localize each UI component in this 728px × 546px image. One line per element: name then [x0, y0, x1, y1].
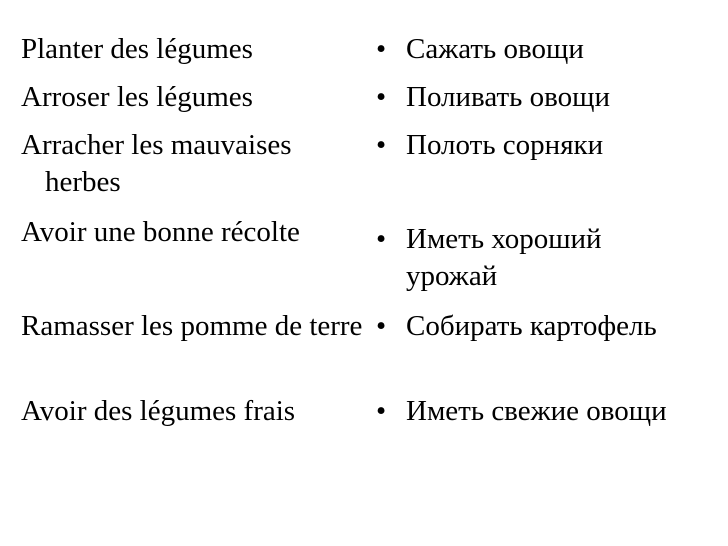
french-phrase-2: Arroser les légumes: [21, 81, 253, 113]
french-phrase-5: Ramasser les pomme de terre: [21, 310, 363, 342]
french-phrase-6: Avoir des légumes frais: [21, 395, 296, 427]
russian-phrase-text: Сажать овощи: [406, 33, 584, 65]
bullet-icon: •: [376, 395, 387, 427]
russian-phrase-3: [376, 127, 696, 164]
russian-phrase-1: [376, 31, 696, 68]
bullet-icon: •: [376, 33, 387, 65]
russian-phrase-text: Иметь хороший урожай: [406, 223, 602, 292]
bullet-icon: •: [376, 81, 387, 113]
russian-phrase-6: [376, 393, 696, 430]
russian-phrase-5: [376, 308, 696, 345]
russian-phrase-2: [376, 79, 696, 116]
french-phrase-1: Planter des légumes: [21, 33, 253, 65]
russian-phrase-text: Полоть сорняки: [406, 129, 604, 161]
bullet-icon: •: [376, 310, 387, 342]
russian-phrase-text: Поливать овощи: [406, 81, 610, 113]
russian-phrase-text: Иметь свежие овощи: [406, 395, 667, 427]
french-phrase-3: Arracher les mauvaises herbes: [21, 129, 292, 198]
bullet-icon: •: [376, 223, 387, 255]
bullet-icon: •: [376, 129, 387, 161]
french-phrase-4: Avoir une bonne récolte: [21, 216, 300, 248]
russian-phrase-text: Собирать картофель: [406, 310, 657, 342]
russian-phrase-4: [376, 221, 696, 295]
